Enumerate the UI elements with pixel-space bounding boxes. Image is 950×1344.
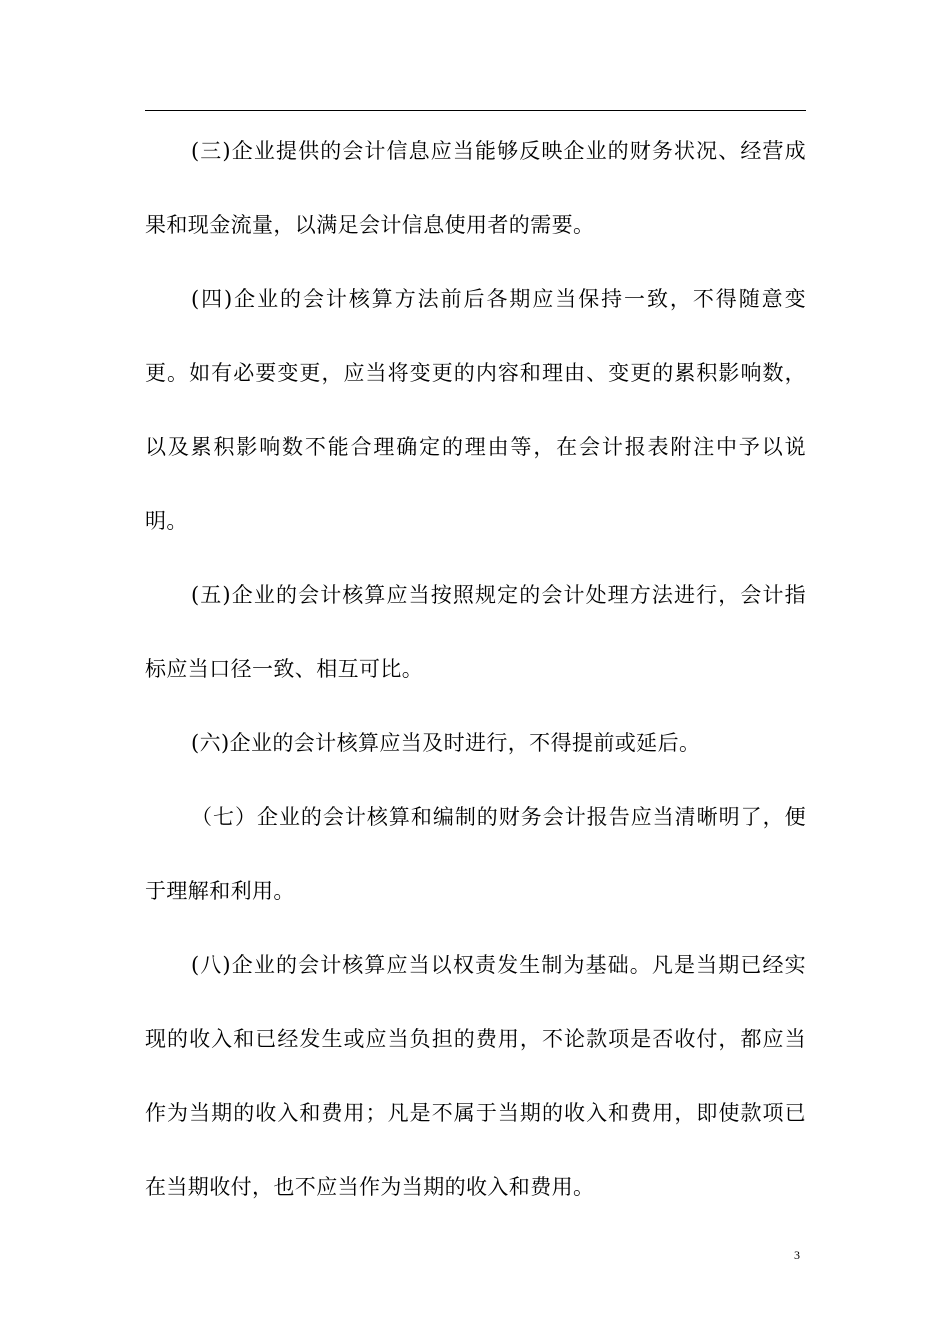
paragraph-6: (六)企业的会计核算应当及时进行，不得提前或延后。 — [191, 731, 701, 755]
paragraph-8: (八)企业的会计核算应当以权责发生制为基础。凡是当期已经实现的收入和已经发生或应当负担的费用，不论款项是否收付，都应当作为当期的收入和费用；凡是不属于当期的收入和费用，即使款项已在当期收付，也不应当作为当期的收入和费用。 — [145, 953, 806, 1199]
paragraph-4: (四)企业的会计核算方法前后各期应当保持一致，不得随意变更。如有必要变更，应当将变更的内容和理由、变更的累积影响数，以及累积影响数不能合理确定的理由等，在会计报表附注中予以说明。 — [145, 287, 806, 533]
page-number: 3 — [794, 1248, 800, 1262]
paragraph-7: （七）企业的会计核算和编制的财务会计报告应当清晰明了，便于理解和利用。 — [145, 805, 806, 903]
paragraph-5: (五)企业的会计核算应当按照规定的会计处理方法进行，会计指标应当口径一致、相互可比。 — [145, 583, 806, 681]
document-body — [145, 114, 806, 1224]
header-rule — [145, 110, 806, 111]
paragraph-3: (三)企业提供的会计信息应当能够反映企业的财务状况、经营成果和现金流量，以满足会计信息使用者的需要。 — [145, 139, 806, 237]
